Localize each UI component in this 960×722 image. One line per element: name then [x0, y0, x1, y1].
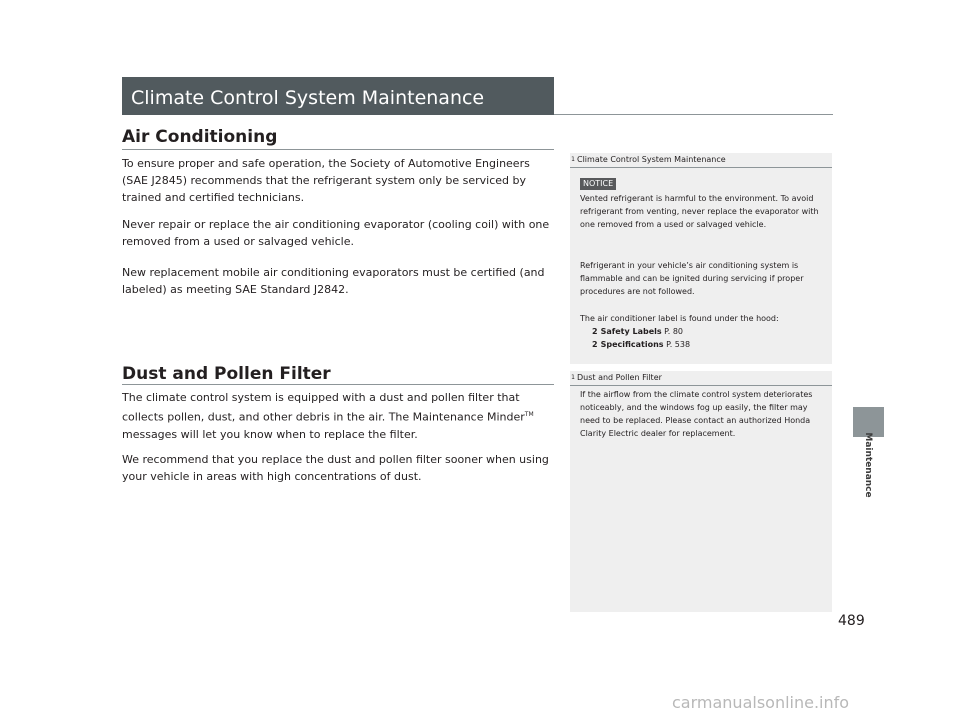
- reference-marker-icon: 1: [571, 373, 575, 381]
- reference-page: P. 80: [661, 327, 684, 336]
- sidebar-heading-text: Climate Control System Maintenance: [577, 155, 726, 164]
- section-title-rule: [554, 114, 833, 115]
- ac-paragraph: To ensure proper and safe operation, the Society of Automotive Engineers (SAE J2845) recommends that the refrigerant system only be serviced by trained and certified technicians.: [122, 157, 530, 204]
- ac-paragraph: New replacement mobile air conditioning evaporators must be certified (and labeled) as meeting SAE Standard J2842.: [122, 266, 545, 296]
- reference-title: Specifications: [600, 340, 664, 349]
- notice-badge: NOTICE: [580, 178, 616, 190]
- air-conditioning-heading: Air Conditioning: [122, 127, 278, 147]
- dust-paragraph-part: messages will let you know when to replace the filter.: [122, 427, 418, 441]
- air-conditioning-heading-rule: [122, 149, 554, 150]
- sidebar-heading-rule: [570, 167, 832, 168]
- section-title: Climate Control System Maintenance: [131, 87, 485, 109]
- sidebar-heading: [570, 153, 832, 167]
- sidebar-heading-rule: [570, 385, 832, 386]
- reference-marker-icon: 1: [571, 155, 575, 163]
- dust-paragraph: [122, 389, 554, 443]
- sidebar-heading: [570, 371, 832, 385]
- dust-paragraph: We recommend that you replace the dust and pollen filter sooner when using your vehicle in areas with high concentrations of dust.: [122, 453, 549, 483]
- sidebar-heading-text: Dust and Pollen Filter: [577, 373, 662, 382]
- notice-text: Vented refrigerant is harmful to the environment. To avoid refrigerant from venting, never replace the evaporator with one removed from a used or salvaged vehicle.: [580, 194, 819, 229]
- cross-reference-link[interactable]: [592, 325, 683, 338]
- ac-paragraph: Never repair or replace the air conditioning evaporator (cooling coil) with one removed from a used or salvaged vehicle.: [122, 218, 550, 248]
- cross-reference-link[interactable]: [592, 338, 690, 351]
- sidebar-dust-note: [570, 371, 832, 612]
- dust-pollen-heading-rule: [122, 384, 554, 385]
- dust-pollen-heading: Dust and Pollen Filter: [122, 364, 331, 384]
- trademark-mark: TM: [524, 411, 534, 418]
- page-number: 489: [838, 613, 865, 629]
- reference-title: Safety Labels: [600, 327, 662, 336]
- watermark: carmanualsonline.info: [672, 693, 850, 712]
- chapter-tab-label: Maintenance: [863, 432, 873, 498]
- flammable-text: Refrigerant in your vehicle’s air conditioning system is flammable and can be ignited during servicing if proper procedures are not followed.: [580, 261, 804, 296]
- reference-arrow-icon: 2: [592, 327, 598, 336]
- label-location-text: The air conditioner label is found under the hood:: [580, 314, 779, 323]
- sidebar-climate-note: [570, 153, 832, 364]
- reference-page: P. 538: [663, 340, 691, 349]
- reference-arrow-icon: 2: [592, 340, 598, 349]
- dust-paragraph-part: The climate control system is equipped with a dust and pollen filter that collects pollen, dust, and other debris in the air. The Maintenance Minder: [122, 391, 525, 424]
- dust-note-text: If the airflow from the climate control system deteriorates noticeably, and the windows fog up easily, the filter may need to be replaced. Please contact an authorized Honda Clarity Electric dealer for replacement.: [580, 390, 813, 438]
